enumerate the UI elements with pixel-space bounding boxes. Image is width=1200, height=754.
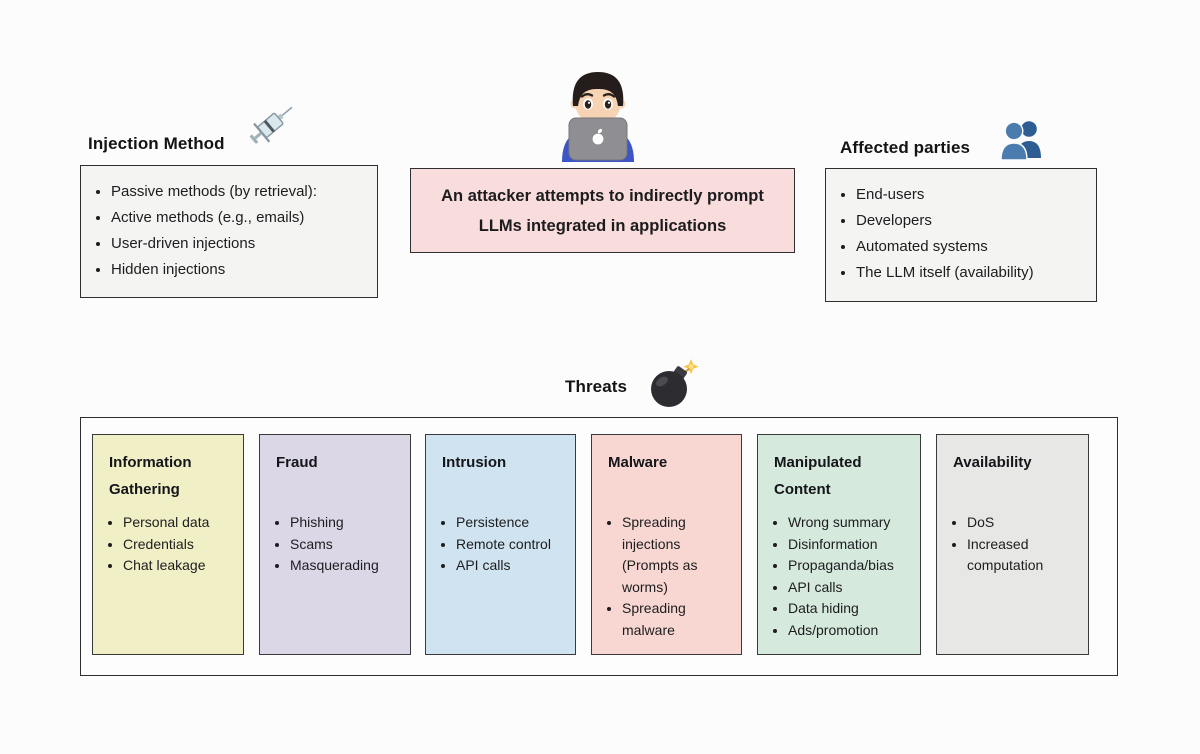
list-item: • Data hiding [788, 598, 912, 620]
list-item: • User-driven injections [111, 231, 369, 257]
card-list [608, 512, 733, 641]
list-item: • Persistence [456, 512, 567, 534]
list-item: • Developers [856, 208, 1088, 234]
affected-parties-list [826, 169, 1096, 286]
threat-card-intrusion [425, 434, 576, 655]
list-item: • End-users [856, 182, 1088, 208]
list-item: • Hidden injections [111, 257, 369, 283]
card-list [276, 512, 402, 577]
list-item: • Credentials [123, 534, 235, 556]
list-item: • Active methods (e.g., emails) [111, 205, 369, 231]
people-icon [997, 118, 1045, 160]
injection-method-box [80, 165, 378, 298]
card-title: Intrusion [442, 454, 507, 471]
card-title: Malware [608, 454, 668, 471]
list-item: • Spreading injections (Prompts as worms) [622, 512, 733, 598]
card-list [109, 512, 235, 577]
list-item: • DoS [967, 512, 1080, 534]
list-item: • Passive methods (by retrieval): [111, 179, 369, 205]
list-item: • The LLM itself (availability) [856, 260, 1088, 286]
list-item: • Automated systems [856, 234, 1088, 260]
card-list [442, 512, 567, 577]
injection-method-title: Injection Method [88, 134, 225, 153]
technologist-icon [550, 62, 646, 162]
card-title: Information Gathering [109, 454, 192, 498]
injection-method-list [81, 166, 377, 283]
bomb-icon [646, 358, 702, 410]
card-title: Manipulated Content [774, 454, 862, 498]
list-item: • Propaganda/bias [788, 555, 912, 577]
card-list [774, 512, 912, 641]
list-item: • API calls [456, 555, 567, 577]
list-item: • Spreading malware [622, 598, 733, 641]
threat-card-information-gathering [92, 434, 244, 655]
list-item: • Personal data [123, 512, 235, 534]
attacker-statement-box [410, 168, 795, 253]
card-title: Fraud [276, 454, 318, 471]
list-item: • Ads/promotion [788, 620, 912, 642]
threat-card-fraud [259, 434, 411, 655]
threats-title: Threats [565, 377, 628, 396]
card-list [953, 512, 1080, 577]
list-item: • Chat leakage [123, 555, 235, 577]
list-item: • Increased computation [967, 534, 1080, 577]
threat-card-availability [936, 434, 1089, 655]
card-title: Availability [953, 454, 1032, 471]
affected-parties-title: Affected parties [840, 138, 971, 157]
list-item: • API calls [788, 577, 912, 599]
list-item: • Phishing [290, 512, 402, 534]
threat-card-malware [591, 434, 742, 655]
list-item: • Scams [290, 534, 402, 556]
list-item: • Remote control [456, 534, 567, 556]
threats-panel [80, 417, 1118, 676]
threat-card-manipulated-content [757, 434, 921, 655]
syringe-icon [240, 96, 304, 152]
list-item: • Wrong summary [788, 512, 912, 534]
attacker-statement: An attacker attempts to indirectly prompt LLMs integrated in applications [441, 186, 764, 235]
list-item: • Masquerading [290, 555, 402, 577]
list-item: • Disinformation [788, 534, 912, 556]
affected-parties-box [825, 168, 1097, 302]
